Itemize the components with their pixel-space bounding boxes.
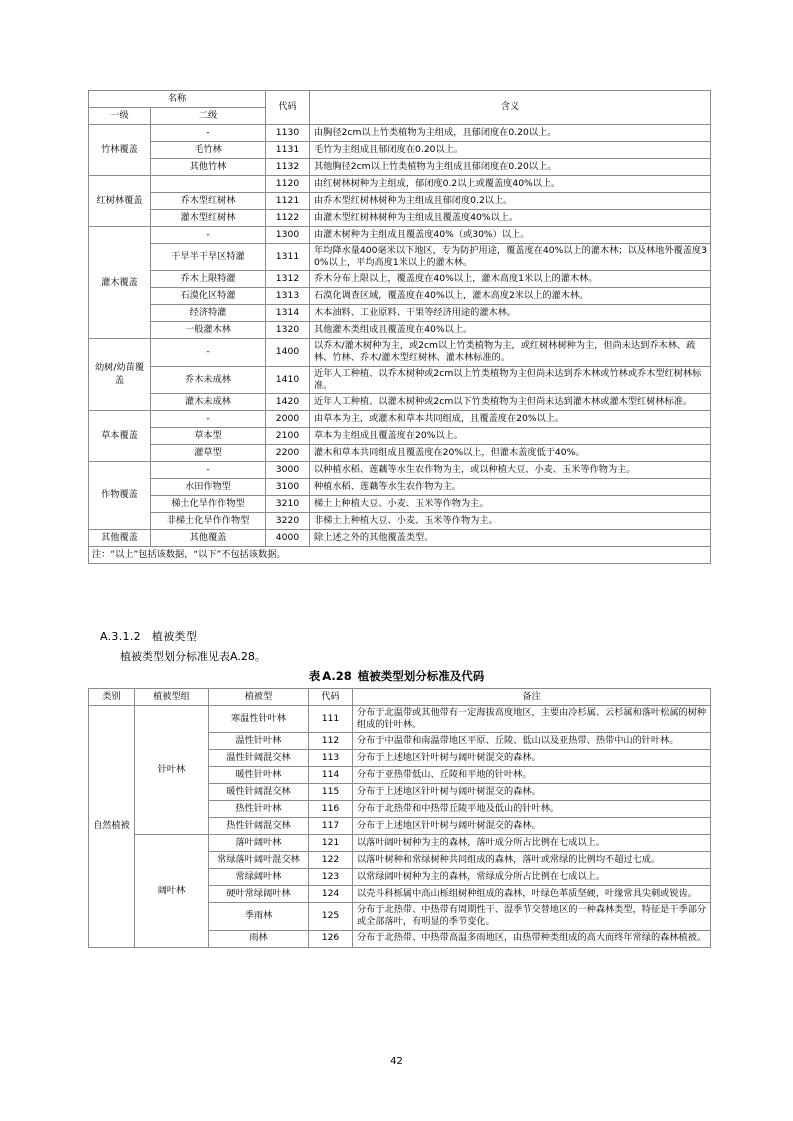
cell-code: 1313 bbox=[266, 288, 310, 305]
table-row bbox=[89, 125, 711, 142]
cell-code: 2200 bbox=[266, 444, 310, 461]
cell-code: 116 bbox=[309, 801, 353, 818]
cell-meaning: 乔木分布上限以上，覆盖度在40%以上，灌木高度1米以上的灌木林。 bbox=[310, 271, 711, 288]
table-row bbox=[89, 227, 711, 244]
table-row bbox=[89, 288, 711, 305]
cell-remark: 分布于北温带或其他带有一定海拔高度地区，主要由冷杉属、云杉属和落叶松属的树种组成的针叶林。 bbox=[353, 706, 711, 733]
cell-level2: 其他竹林 bbox=[151, 159, 266, 176]
cell-code: 1320 bbox=[266, 322, 310, 339]
cell-type: 温性针阔混交林 bbox=[209, 750, 309, 767]
cell-code: 115 bbox=[309, 784, 353, 801]
header-name-group: 名称 bbox=[89, 91, 266, 108]
cell-level2: - bbox=[151, 410, 266, 427]
table-row bbox=[89, 193, 711, 210]
table-row bbox=[89, 142, 711, 159]
section-number: A.3.1.2 bbox=[100, 630, 141, 643]
cell-type: 寒温性针叶林 bbox=[209, 706, 309, 733]
cell-meaning: 草本为主组成且覆盖度在20%以上。 bbox=[310, 427, 711, 444]
cell-code: 1130 bbox=[266, 125, 310, 142]
table-row bbox=[89, 444, 711, 461]
header-level2: 二级 bbox=[151, 108, 266, 125]
cell-code: 1121 bbox=[266, 193, 310, 210]
table-header-row bbox=[89, 91, 711, 108]
cell-meaning: 种植水稻、莲藕等水生农作物为主。 bbox=[310, 478, 711, 495]
cell-meaning: 由灌木型红树林树种为主组成且覆盖度40%以上。 bbox=[310, 210, 711, 227]
cell-code: 121 bbox=[309, 835, 353, 852]
cell-code: 126 bbox=[309, 930, 353, 947]
header-code: 代码 bbox=[309, 689, 353, 706]
table-row bbox=[89, 305, 711, 322]
cell-type-group: 阔叶林 bbox=[135, 835, 209, 947]
cell-meaning: 石漠化调查区域，覆盖度在40%以上，灌木高度2米以上的灌木林。 bbox=[310, 288, 711, 305]
cell-code: 1122 bbox=[266, 210, 310, 227]
cell-type: 热性针叶林 bbox=[209, 801, 309, 818]
cell-level2: 非梯土化旱作作物型 bbox=[151, 512, 266, 529]
cell-meaning: 由乔木型红树林树种为主组成且郁闭度0.2以上。 bbox=[310, 193, 711, 210]
table-row bbox=[89, 495, 711, 512]
cell-level2: - bbox=[151, 125, 266, 142]
cell-meaning: 年均降水量400毫米以下地区，专为防护用途，覆盖度在40%以上的灌木林；以及林地外覆盖度30%以上，平均高度1米以上的灌木林。 bbox=[310, 244, 711, 271]
vegetation-type-table bbox=[88, 688, 711, 948]
table-row bbox=[89, 393, 711, 410]
cell-level1: 灌木覆盖 bbox=[89, 227, 151, 339]
cell-level2: 灌草型 bbox=[151, 444, 266, 461]
cell-level2: 毛竹林 bbox=[151, 142, 266, 159]
cell-type: 硬叶常绿阔叶林 bbox=[209, 886, 309, 903]
cell-meaning: 除上述之外的其他覆盖类型。 bbox=[310, 529, 711, 546]
cell-level2: 乔木未成林 bbox=[151, 366, 266, 393]
cell-level1: 其他覆盖 bbox=[89, 529, 151, 546]
cell-type: 季雨林 bbox=[209, 903, 309, 930]
table-row bbox=[89, 427, 711, 444]
cell-code: 117 bbox=[309, 818, 353, 835]
cell-code: 122 bbox=[309, 852, 353, 869]
cell-level2: 灌木未成林 bbox=[151, 393, 266, 410]
table-row bbox=[89, 210, 711, 227]
cell-code: 1131 bbox=[266, 142, 310, 159]
cell-type: 暖性针叶林 bbox=[209, 767, 309, 784]
cell-level2: 经济特灌 bbox=[151, 305, 266, 322]
cell-level2 bbox=[151, 176, 266, 193]
cell-code: 3220 bbox=[266, 512, 310, 529]
header-code: 代码 bbox=[266, 91, 310, 125]
cell-remark: 以常绿阔叶树种为主的森林，常绿成分所占比例在七成以上。 bbox=[353, 869, 711, 886]
header-meaning: 含义 bbox=[310, 91, 711, 125]
cell-level2: 草本型 bbox=[151, 427, 266, 444]
cell-remark: 分布于北热带、中热带有周期性干、湿季节交替地区的一种森林类型，特征是干季部分或全部落叶，有明显的季节变化。 bbox=[353, 903, 711, 930]
caption-title: 植被类型划分标准及代码 bbox=[357, 669, 485, 683]
cell-code: 1132 bbox=[266, 159, 310, 176]
table-row bbox=[89, 706, 711, 733]
table-row bbox=[89, 159, 711, 176]
cell-code: 111 bbox=[309, 706, 353, 733]
cell-code: 1300 bbox=[266, 227, 310, 244]
header-type-group: 植被型组 bbox=[135, 689, 209, 706]
cell-type: 暖性针阔混交林 bbox=[209, 784, 309, 801]
cell-level2: - bbox=[151, 339, 266, 366]
cell-code: 1410 bbox=[266, 366, 310, 393]
cell-remark: 分布于上述地区针叶树与阔叶树混交的森林。 bbox=[353, 750, 711, 767]
cell-meaning: 其他胸径2cm以上竹类植物为主组成且郁闭度在0.20以上。 bbox=[310, 159, 711, 176]
table-a28-caption bbox=[0, 668, 793, 684]
cell-level2: 一般灌木林 bbox=[151, 322, 266, 339]
cell-level2: 其他覆盖 bbox=[151, 529, 266, 546]
header-level1: 一级 bbox=[89, 108, 151, 125]
cell-code: 3000 bbox=[266, 461, 310, 478]
table-row bbox=[89, 366, 711, 393]
cell-meaning: 其他灌木类组成且覆盖度在40%以上。 bbox=[310, 322, 711, 339]
section-heading bbox=[100, 628, 197, 644]
cell-category: 自然植被 bbox=[89, 706, 135, 948]
cell-code: 2100 bbox=[266, 427, 310, 444]
cell-remark: 以落叶树种和常绿树种共同组成的森林，落叶或常绿的比例均不超过七成。 bbox=[353, 852, 711, 869]
cell-code: 4000 bbox=[266, 529, 310, 546]
coverage-classification-table bbox=[88, 90, 711, 564]
cell-level2: - bbox=[151, 227, 266, 244]
cell-remark: 分布于上述地区针叶树与阔叶树混交的森林。 bbox=[353, 784, 711, 801]
cell-type: 常绿阔叶林 bbox=[209, 869, 309, 886]
cell-remark: 以落叶阔叶树种为主的森林，落叶成分所占比例在七成以上。 bbox=[353, 835, 711, 852]
cell-level2: 梯土化旱作作物型 bbox=[151, 495, 266, 512]
table-row bbox=[89, 478, 711, 495]
cell-meaning: 由草本为主，或灌木和草本共同组成，且覆盖度在20%以上。 bbox=[310, 410, 711, 427]
cell-code: 125 bbox=[309, 903, 353, 930]
cell-type: 落叶阔叶林 bbox=[209, 835, 309, 852]
table-header-row bbox=[89, 689, 711, 706]
cell-meaning: 木本油料、工业原料、干果等经济用途的灌木林。 bbox=[310, 305, 711, 322]
cell-code: 1314 bbox=[266, 305, 310, 322]
cell-code: 2000 bbox=[266, 410, 310, 427]
cell-meaning: 非梯土上种植大豆、小麦、玉米等作物为主。 bbox=[310, 512, 711, 529]
table-row bbox=[89, 244, 711, 271]
cell-type: 常绿落叶阔叶混交林 bbox=[209, 852, 309, 869]
cell-level2: 水田作物型 bbox=[151, 478, 266, 495]
cell-meaning: 毛竹为主组成且郁闭度在0.20以上。 bbox=[310, 142, 711, 159]
table-row bbox=[89, 271, 711, 288]
cell-level2: 石漠化区特灌 bbox=[151, 288, 266, 305]
cell-code: 1312 bbox=[266, 271, 310, 288]
cell-code: 1120 bbox=[266, 176, 310, 193]
page-number: 42 bbox=[390, 1056, 403, 1067]
table-row bbox=[89, 322, 711, 339]
cell-meaning: 由红树林树种为主组成，郁闭度0.2以上或覆盖度40%以上。 bbox=[310, 176, 711, 193]
table-row bbox=[89, 339, 711, 366]
cell-level1: 作物覆盖 bbox=[89, 461, 151, 529]
cell-code: 113 bbox=[309, 750, 353, 767]
header-remark: 备注 bbox=[353, 689, 711, 706]
cell-level2: 乔木上限特灌 bbox=[151, 271, 266, 288]
table-row bbox=[89, 529, 711, 546]
cell-remark: 分布于亚热带低山、丘陵和平地的针叶林。 bbox=[353, 767, 711, 784]
cell-type: 雨林 bbox=[209, 930, 309, 947]
table-row bbox=[89, 410, 711, 427]
table-note: 注：“以上”包括该数据，“以下”不包括该数据。 bbox=[89, 546, 711, 563]
table-row bbox=[89, 512, 711, 529]
cell-code: 124 bbox=[309, 886, 353, 903]
cell-code: 114 bbox=[309, 767, 353, 784]
cell-remark: 分布于北热带和中热带丘陵平地及低山的针叶林。 bbox=[353, 801, 711, 818]
cell-code: 1420 bbox=[266, 393, 310, 410]
cell-level2: 干旱半干旱区特灌 bbox=[151, 244, 266, 271]
cell-meaning: 灌木和草本共同组成且覆盖度在20%以上，但灌木盖度低于40%。 bbox=[310, 444, 711, 461]
cell-level1: 草本覆盖 bbox=[89, 410, 151, 461]
cell-meaning: 近年人工种植、以乔木树种或2cm以上竹类植物为主但尚未达到乔木林或竹林或乔木型红树林标准。 bbox=[310, 366, 711, 393]
table-row bbox=[89, 461, 711, 478]
cell-level1: 红树林覆盖 bbox=[89, 176, 151, 227]
table-note-row bbox=[89, 546, 711, 563]
caption-prefix: 表 bbox=[308, 669, 321, 683]
cell-meaning: 近年人工种植、以灌木树种或2cm以下竹类植物为主但尚未达到灌木林或灌木型红树林标准。 bbox=[310, 393, 711, 410]
cell-code: 112 bbox=[309, 733, 353, 750]
cell-level1: 竹林覆盖 bbox=[89, 125, 151, 176]
cell-meaning: 梯土上种植大豆、小麦、玉米等作物为主。 bbox=[310, 495, 711, 512]
table-row bbox=[89, 176, 711, 193]
cell-level1: 幼树/幼苗覆盖 bbox=[89, 339, 151, 411]
cell-type-group: 针叶林 bbox=[135, 706, 209, 835]
cell-code: 1311 bbox=[266, 244, 310, 271]
cell-code: 3100 bbox=[266, 478, 310, 495]
cell-code: 1400 bbox=[266, 339, 310, 366]
table-row bbox=[89, 835, 711, 852]
cell-code: 3210 bbox=[266, 495, 310, 512]
cell-level2: 乔木型红树林 bbox=[151, 193, 266, 210]
caption-number: A.28 bbox=[322, 669, 352, 683]
cell-level2: - bbox=[151, 461, 266, 478]
cell-code: 123 bbox=[309, 869, 353, 886]
section-body-text: 植被类型划分标准见表A.28。 bbox=[120, 650, 266, 663]
cell-meaning: 由胸径2cm以上竹类植物为主组成，且郁闭度在0.20以上。 bbox=[310, 125, 711, 142]
section-title: 植被类型 bbox=[151, 630, 198, 643]
header-category: 类别 bbox=[89, 689, 135, 706]
cell-meaning: 以乔木/灌木树种为主，或2cm以上竹类植物为主，或红树林树种为主，但尚未达到乔木林、疏林、竹林、乔木/灌木型红树林、灌木林标准的。 bbox=[310, 339, 711, 366]
cell-remark: 分布于北热带、中热带高温多雨地区，由热带种类组成的高大而终年常绿的森林植被。 bbox=[353, 930, 711, 947]
cell-type: 温性针叶林 bbox=[209, 733, 309, 750]
cell-type: 热性针阔混交林 bbox=[209, 818, 309, 835]
cell-meaning: 由灌木树种为主组成且覆盖度40%（或30%）以上。 bbox=[310, 227, 711, 244]
cell-meaning: 以种植水稻、莲藕等水生农作物为主，或以种植大豆、小麦、玉米等作物为主。 bbox=[310, 461, 711, 478]
cell-remark: 以壳斗科栎属中高山栎组树种组成的森林，叶绿色革质坚硬，叶缘常具尖刺或锐齿。 bbox=[353, 886, 711, 903]
cell-remark: 分布于上述地区针叶树与阔叶树混交的森林。 bbox=[353, 818, 711, 835]
cell-level2: 灌木型红树林 bbox=[151, 210, 266, 227]
cell-remark: 分布于中温带和南温带地区平原、丘陵、低山以及亚热带、热带中山的针叶林。 bbox=[353, 733, 711, 750]
header-type: 植被型 bbox=[209, 689, 309, 706]
